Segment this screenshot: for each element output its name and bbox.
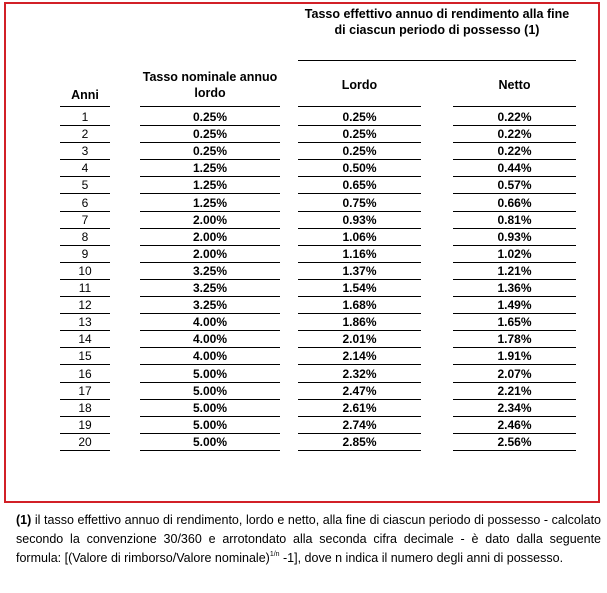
cell-netto: 2.46% <box>497 417 532 432</box>
table-row <box>0 229 607 246</box>
cell-anni: 3 <box>81 144 89 159</box>
cell-lordo: 0.50% <box>342 161 377 176</box>
col-header-anni: Anni <box>71 88 99 102</box>
row-rule <box>140 450 280 451</box>
cell-netto: 1.65% <box>497 315 532 330</box>
table-row <box>0 160 607 177</box>
cell-anni: 18 <box>78 400 92 415</box>
cell-anni: 13 <box>78 315 92 330</box>
cell-lordo: 2.61% <box>342 400 377 415</box>
cell-nominale: 5.00% <box>192 434 228 449</box>
header-rule-netto <box>453 106 576 107</box>
cell-nominale: 4.00% <box>192 315 228 330</box>
cell-lordo: 0.25% <box>342 127 377 142</box>
group-header: Tasso effettivo annuo di rendimento alla fine di ciascun periodo di possesso (1) <box>304 7 570 37</box>
table-row <box>0 366 607 383</box>
cell-lordo: 1.68% <box>342 298 377 313</box>
table-row <box>0 314 607 331</box>
cell-lordo: 2.32% <box>342 366 377 381</box>
cell-netto: 2.56% <box>497 434 532 449</box>
table-row <box>0 212 607 229</box>
row-rule <box>298 450 421 451</box>
cell-nominale: 3.25% <box>192 263 228 278</box>
cell-anni: 19 <box>78 417 92 432</box>
cell-nominale: 0.25% <box>192 144 228 159</box>
cell-lordo: 2.14% <box>342 349 377 364</box>
cell-lordo: 1.16% <box>342 246 377 261</box>
table-row <box>0 434 607 451</box>
group-header-rule <box>298 60 576 61</box>
cell-netto: 1.78% <box>497 332 532 347</box>
table-row <box>0 417 607 434</box>
footnote-marker: (1) <box>16 513 32 527</box>
table-row <box>0 348 607 365</box>
cell-netto: 2.07% <box>497 366 532 381</box>
cell-netto: 0.22% <box>497 127 532 142</box>
cell-nominale: 3.25% <box>192 298 228 313</box>
cell-lordo: 0.65% <box>342 178 377 193</box>
cell-lordo: 1.54% <box>342 281 377 295</box>
cell-lordo: 1.37% <box>342 263 377 278</box>
cell-netto: 1.91% <box>497 349 532 364</box>
cell-netto: 1.49% <box>497 298 532 313</box>
cell-anni: 4 <box>81 161 89 176</box>
footnote <box>16 511 601 568</box>
footnote-text-1: il tasso effettivo annuo di rendimento, lordo e netto, alla fine di ciascun periodo di possesso - calcolato secondo la convenzione 30/360 e arrotondato alla seconda cifra decimale - è dato dalla seguente formula: [(Valore di rimborso/Valore nominale) <box>16 513 601 565</box>
cell-netto: 1.21% <box>497 263 532 278</box>
cell-nominale: 1.25% <box>192 178 228 193</box>
cell-anni: 9 <box>81 246 89 261</box>
cell-anni: 15 <box>78 349 92 364</box>
cell-netto: 0.57% <box>497 178 532 193</box>
cell-anni: 5 <box>81 178 89 193</box>
table-row <box>0 383 607 400</box>
table-row <box>0 177 607 194</box>
cell-nominale: 1.25% <box>192 161 228 176</box>
row-rule <box>453 450 576 451</box>
cell-lordo: 1.06% <box>342 229 377 244</box>
col-header-lordo: Lordo <box>341 78 378 92</box>
cell-lordo: 0.75% <box>342 195 377 210</box>
cell-nominale: 2.00% <box>192 246 228 261</box>
cell-netto: 0.44% <box>497 161 532 176</box>
table-row <box>0 126 607 143</box>
table-row <box>0 109 607 126</box>
cell-anni: 10 <box>78 263 92 278</box>
cell-netto: 0.93% <box>497 229 532 244</box>
cell-nominale: 5.00% <box>192 400 228 415</box>
cell-anni: 14 <box>78 332 92 347</box>
table-row <box>0 297 607 314</box>
header-rule-nominale <box>140 106 280 107</box>
cell-anni: 12 <box>78 298 92 313</box>
cell-nominale: 4.00% <box>192 332 228 347</box>
table-row <box>0 246 607 263</box>
cell-anni: 17 <box>78 383 92 398</box>
col-header-netto: Netto <box>498 78 531 92</box>
cell-anni: 8 <box>81 229 89 244</box>
cell-nominale: 3.25% <box>192 281 228 295</box>
cell-netto: 1.02% <box>497 246 532 261</box>
cell-lordo: 2.85% <box>342 434 377 449</box>
cell-anni: 16 <box>78 366 92 381</box>
table-row <box>0 195 607 212</box>
cell-lordo: 0.25% <box>342 144 377 159</box>
cell-lordo: 2.01% <box>342 332 377 347</box>
cell-lordo: 1.86% <box>342 315 377 330</box>
cell-anni: 11 <box>78 281 92 295</box>
cell-nominale: 2.00% <box>192 229 228 244</box>
footnote-text-2: -1], dove n indica il numero degli anni di possesso. <box>279 551 564 565</box>
cell-netto: 2.34% <box>497 400 532 415</box>
header-rule-anni <box>60 106 110 107</box>
cell-lordo: 0.25% <box>342 110 377 124</box>
cell-anni: 6 <box>81 195 89 210</box>
table-row <box>0 143 607 160</box>
cell-nominale: 5.00% <box>192 366 228 381</box>
cell-netto: 1.36% <box>497 281 532 295</box>
cell-netto: 0.66% <box>497 195 532 210</box>
cell-lordo: 0.93% <box>342 212 377 227</box>
cell-anni: 2 <box>81 127 89 142</box>
table-row <box>0 400 607 417</box>
cell-lordo: 2.74% <box>342 417 377 432</box>
footnote-exponent: 1/n <box>269 551 280 558</box>
cell-anni: 1 <box>81 110 89 124</box>
cell-nominale: 2.00% <box>192 212 228 227</box>
cell-nominale: 5.00% <box>192 383 228 398</box>
table-row <box>0 280 607 297</box>
cell-nominale: 4.00% <box>192 349 228 364</box>
col-header-nominale: Tasso nominale annuo lordo <box>142 70 278 100</box>
cell-nominale: 5.00% <box>192 417 228 432</box>
cell-nominale: 0.25% <box>192 110 228 124</box>
cell-lordo: 2.47% <box>342 383 377 398</box>
cell-nominale: 0.25% <box>192 127 228 142</box>
cell-nominale: 1.25% <box>192 195 228 210</box>
cell-netto: 0.81% <box>497 212 532 227</box>
cell-netto: 0.22% <box>497 110 532 124</box>
header-rule-lordo <box>298 106 421 107</box>
row-rule <box>60 450 110 451</box>
cell-anni: 20 <box>78 434 92 449</box>
cell-netto: 2.21% <box>497 383 532 398</box>
cell-netto: 0.22% <box>497 144 532 159</box>
table-row <box>0 263 607 280</box>
table-row <box>0 331 607 348</box>
cell-anni: 7 <box>81 212 89 227</box>
